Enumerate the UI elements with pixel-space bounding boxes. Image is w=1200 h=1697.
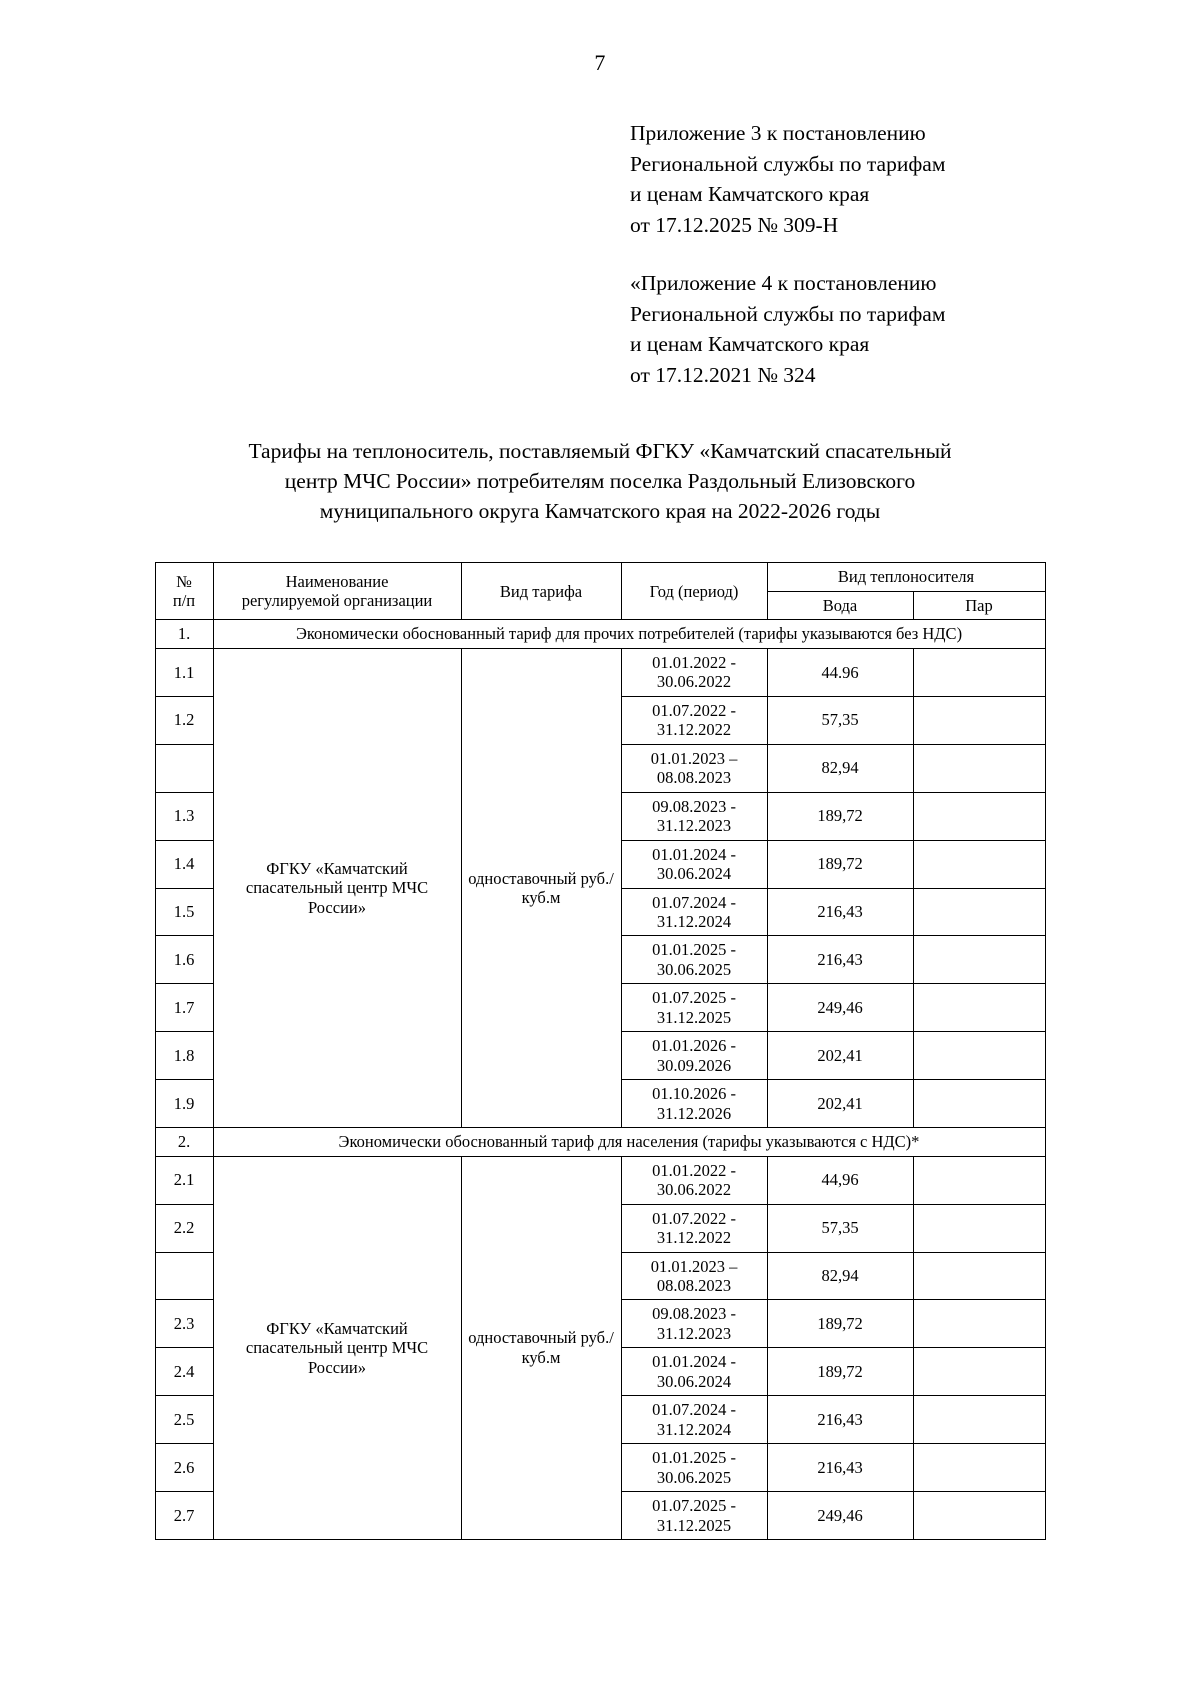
tariff-type-value: одноставочный руб./куб.м — [461, 1156, 621, 1540]
steam-value — [913, 648, 1045, 696]
period-line-2: 31.12.2022 — [656, 1228, 732, 1248]
steam-value — [913, 744, 1045, 792]
row-number: 1.2 — [155, 696, 213, 744]
row-number: 2.4 — [155, 1348, 213, 1396]
period-line-2: 30.06.2022 — [656, 672, 732, 692]
column-header-organization-line-2: регулируемой организации — [241, 591, 433, 611]
steam-value — [913, 1204, 1045, 1252]
period-line-1: 01.01.2023 – — [650, 748, 738, 768]
row-number — [155, 1252, 213, 1300]
steam-value — [913, 1156, 1045, 1204]
period-line-2: 30.06.2024 — [656, 864, 732, 884]
row-number: 1.7 — [155, 984, 213, 1032]
column-header-number — [155, 563, 213, 620]
row-number: 1.9 — [155, 1080, 213, 1128]
period-cell — [621, 744, 767, 792]
water-value: 44,96 — [767, 1156, 913, 1204]
appendix-4-line-4: от 17.12.2021 № 324 — [630, 362, 816, 387]
period-line-2: 08.08.2023 — [656, 768, 732, 788]
column-header-water: Вода — [767, 591, 913, 619]
period-cell — [621, 1156, 767, 1204]
period-line-2: 30.06.2025 — [656, 959, 732, 979]
water-value: 216,43 — [767, 1444, 913, 1492]
column-header-steam: Пар — [913, 591, 1045, 619]
appendix-3-line-2: Региональной службы по тарифам — [630, 151, 946, 176]
water-value: 189,72 — [767, 792, 913, 840]
period-line-2: 31.12.2025 — [656, 1515, 732, 1535]
period-line-1: 01.07.2025 - — [652, 988, 736, 1008]
water-value: 249,46 — [767, 984, 913, 1032]
water-value: 57,35 — [767, 696, 913, 744]
column-header-year-period: Год (период) — [621, 563, 767, 620]
steam-value — [913, 1252, 1045, 1300]
period-line-1: 09.08.2023 - — [652, 796, 736, 816]
water-value: 202,41 — [767, 1080, 913, 1128]
section-row — [155, 620, 1045, 648]
steam-value — [913, 840, 1045, 888]
period-line-1: 01.01.2025 - — [652, 940, 736, 960]
steam-value — [913, 1348, 1045, 1396]
page-title-line-1: Тарифы на теплоноситель, поставляемый ФГКУ «Камчатский спасательный — [248, 439, 952, 464]
period-line-1: 01.01.2024 - — [652, 844, 736, 864]
period-cell — [621, 1348, 767, 1396]
row-number: 1.5 — [155, 888, 213, 936]
period-line-1: 01.07.2024 - — [652, 892, 736, 912]
appendix-4-reference — [630, 268, 1200, 390]
table-row — [155, 1156, 1045, 1204]
period-line-2: 08.08.2023 — [656, 1276, 732, 1295]
appendix-3-line-4: от 17.12.2025 № 309-Н — [630, 212, 839, 237]
steam-value — [913, 792, 1045, 840]
row-number: 2.3 — [155, 1300, 213, 1348]
period-line-2: 30.06.2024 — [656, 1371, 732, 1391]
section-row — [155, 1128, 1045, 1156]
period-line-1: 01.07.2022 - — [652, 700, 736, 720]
period-line-1: 01.01.2022 - — [652, 652, 736, 672]
section-title: Экономически обоснованный тариф для прочих потребителей (тарифы указываются без НДС) — [213, 620, 1045, 648]
period-line-2: 30.09.2026 — [656, 1055, 732, 1075]
row-number: 2.5 — [155, 1396, 213, 1444]
water-value: 189,72 — [767, 840, 913, 888]
period-cell — [621, 1032, 767, 1080]
period-cell — [621, 696, 767, 744]
row-number: 2.7 — [155, 1492, 213, 1540]
period-cell — [621, 648, 767, 696]
period-cell — [621, 792, 767, 840]
water-value: 216,43 — [767, 888, 913, 936]
period-line-2: 31.12.2022 — [656, 720, 732, 740]
water-value: 249,46 — [767, 1492, 913, 1540]
period-line-1: 01.10.2026 - — [652, 1084, 736, 1104]
period-cell — [621, 1204, 767, 1252]
water-value: 189,72 — [767, 1348, 913, 1396]
section-number: 2. — [155, 1128, 213, 1156]
section-number: 1. — [155, 620, 213, 648]
period-cell — [621, 1080, 767, 1128]
water-value: 216,43 — [767, 936, 913, 984]
period-cell — [621, 1396, 767, 1444]
period-cell — [621, 936, 767, 984]
column-header-number-line-2: п/п — [172, 591, 196, 611]
tariff-table — [155, 562, 1046, 1540]
section-title: Экономически обоснованный тариф для населения (тарифы указываются с НДС)* — [213, 1128, 1045, 1156]
row-number: 1.3 — [155, 792, 213, 840]
row-number: 2.6 — [155, 1444, 213, 1492]
appendix-4-line-2: Региональной службы по тарифам — [630, 301, 946, 326]
period-line-2: 31.12.2024 — [656, 1419, 732, 1439]
column-header-organization — [213, 563, 461, 620]
row-number: 2.1 — [155, 1156, 213, 1204]
period-cell — [621, 1492, 767, 1540]
page-number: 7 — [594, 50, 606, 75]
steam-value — [913, 1300, 1045, 1348]
tariff-type-value: одноставочный руб./куб.м — [461, 648, 621, 1127]
period-cell — [621, 1300, 767, 1348]
period-cell — [621, 840, 767, 888]
period-cell — [621, 1252, 767, 1300]
appendix-4-line-3: и ценам Камчатского края — [630, 332, 870, 357]
period-line-1: 01.01.2022 - — [652, 1160, 736, 1180]
row-number: 1.8 — [155, 1032, 213, 1080]
table-row — [155, 648, 1045, 696]
appendix-4-line-1: «Приложение 4 к постановлению — [630, 271, 937, 296]
row-number: 2.2 — [155, 1204, 213, 1252]
column-header-number-line-1: № — [176, 571, 192, 591]
period-cell — [621, 1444, 767, 1492]
water-value: 202,41 — [767, 1032, 913, 1080]
period-line-1: 01.01.2024 - — [652, 1352, 736, 1372]
period-line-2: 31.12.2023 — [656, 1323, 732, 1343]
page-title-line-3: муниципального округа Камчатского края на 2022-2026 годы — [319, 499, 881, 524]
column-header-tariff-type: Вид тарифа — [461, 563, 621, 620]
water-value: 82,94 — [767, 744, 913, 792]
row-number: 1.4 — [155, 840, 213, 888]
period-line-1: 09.08.2023 - — [652, 1304, 736, 1324]
period-cell — [621, 888, 767, 936]
table-header — [155, 563, 1045, 620]
period-line-2: 31.12.2023 — [656, 816, 732, 836]
water-value: 216,43 — [767, 1396, 913, 1444]
period-line-2: 30.06.2025 — [656, 1467, 732, 1487]
appendix-3-line-3: и ценам Камчатского края — [630, 182, 870, 207]
water-value: 82,94 — [767, 1252, 913, 1300]
period-line-2: 31.12.2026 — [656, 1103, 732, 1123]
steam-value — [913, 1032, 1045, 1080]
period-line-2: 31.12.2025 — [656, 1007, 732, 1027]
steam-value — [913, 1080, 1045, 1128]
page-title — [0, 436, 1200, 526]
period-line-1: 01.07.2024 - — [652, 1400, 736, 1420]
steam-value — [913, 1396, 1045, 1444]
row-number: 1.1 — [155, 648, 213, 696]
page-title-line-2: центр МЧС России» потребителям поселка Раздольный Елизовского — [284, 469, 916, 494]
table-header-row-1 — [155, 563, 1045, 591]
steam-value — [913, 696, 1045, 744]
period-line-1: 01.01.2023 – — [650, 1256, 738, 1276]
appendix-3-reference — [630, 118, 1200, 240]
period-line-2: 30.06.2022 — [656, 1180, 732, 1200]
period-line-1: 01.07.2025 - — [652, 1496, 736, 1516]
steam-value — [913, 984, 1045, 1032]
row-number — [155, 744, 213, 792]
steam-value — [913, 936, 1045, 984]
water-value: 189,72 — [767, 1300, 913, 1348]
row-number: 1.6 — [155, 936, 213, 984]
period-line-1: 01.01.2025 - — [652, 1448, 736, 1468]
appendix-3-line-1: Приложение 3 к постановлению — [630, 121, 926, 145]
steam-value — [913, 1444, 1045, 1492]
organization-name: ФГКУ «Камчатский спасательный центр МЧС России» — [213, 648, 461, 1127]
period-line-1: 01.01.2026 - — [652, 1036, 736, 1056]
organization-name: ФГКУ «Камчатский спасательный центр МЧС России» — [213, 1156, 461, 1540]
period-line-1: 01.07.2022 - — [652, 1208, 736, 1228]
period-cell — [621, 984, 767, 1032]
water-value: 44.96 — [767, 648, 913, 696]
water-value: 57,35 — [767, 1204, 913, 1252]
steam-value — [913, 1492, 1045, 1540]
table-body — [155, 620, 1045, 1540]
steam-value — [913, 888, 1045, 936]
period-line-2: 31.12.2024 — [656, 911, 732, 931]
column-header-coolant-type: Вид теплоносителя — [767, 563, 1045, 591]
column-header-organization-line-1: Наименование — [285, 571, 389, 591]
